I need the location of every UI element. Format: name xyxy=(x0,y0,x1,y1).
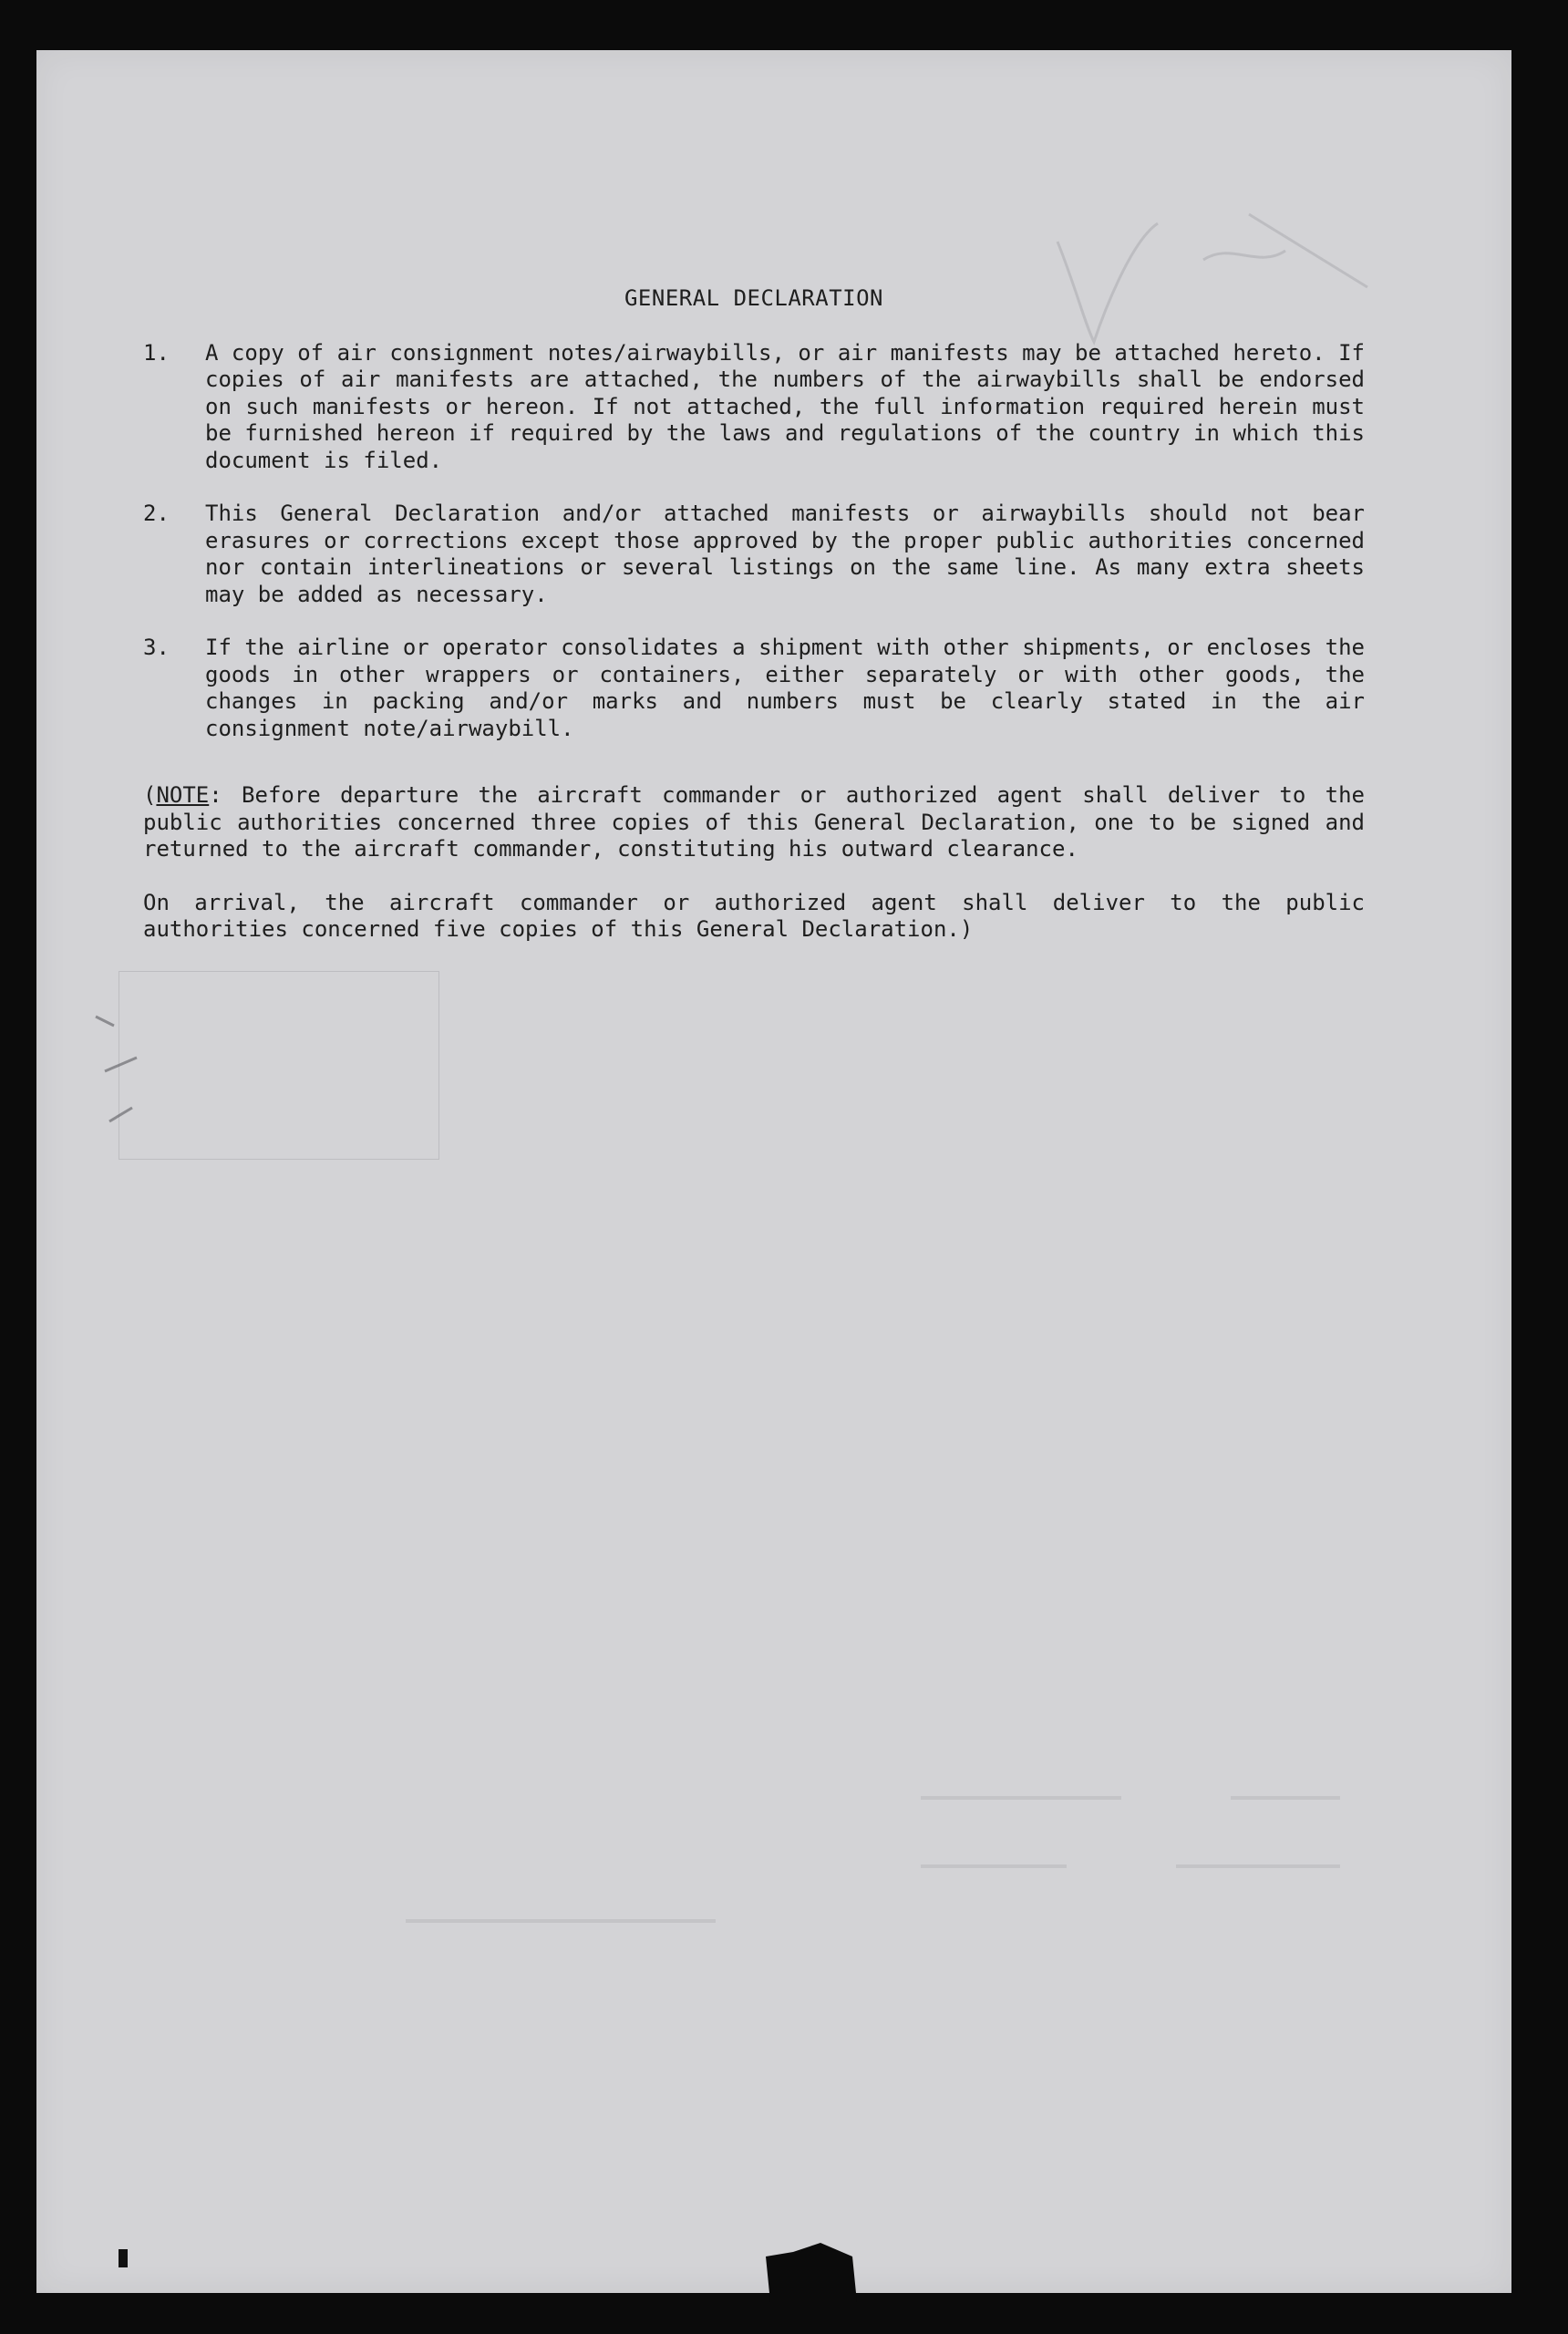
item-text: A copy of air consignment notes/airwaybills, or air manifests may be attached hereto. If copies of air manifests are attached, the numbers of the airwaybills shall be endorsed on such manifests or hereon. If not attached, the full information required herein must be furnished hereon if required by the laws and regulations of the country in which this document is filed. xyxy=(205,339,1365,473)
faint-stamp-box xyxy=(119,971,439,1160)
bleed-through-line-3 xyxy=(884,1855,1340,1883)
item-text: If the airline or operator consolidates a shipment with other shipments, or encloses the goods in other wrappers or containers, either separately or with other goods, the changes in packing and/or marks and numbers must be clearly stated in the air consignment note/airwaybill. xyxy=(205,635,1365,741)
item-number: 1. xyxy=(143,339,170,366)
item-number: 3. xyxy=(143,635,170,660)
bleed-through-text xyxy=(406,1910,716,1937)
document-title: GENERAL DECLARATION xyxy=(624,285,884,311)
bleed-through-line-2 xyxy=(884,1787,1340,1814)
declaration-text-block xyxy=(143,285,1365,944)
note-text: : Before departure the aircraft commander or authorized agent shall deliver to the public authorities concerned three copies of this General Declaration, one to be signed and returned to the aircraft commander, constituting his outward clearance. xyxy=(143,782,1365,862)
item-number: 2. xyxy=(143,501,170,526)
bleed-through-line xyxy=(406,1910,716,1932)
arrival-paragraph: On arrival, the aircraft commander or authorized agent shall deliver to the public authorities concerned five copies of this General Declaration.) xyxy=(143,889,1365,942)
list-item xyxy=(143,635,1365,742)
note-label: NOTE xyxy=(156,782,210,808)
margin-tick-marks xyxy=(87,980,160,1144)
note-open-paren: ( xyxy=(143,782,157,808)
note-paragraph xyxy=(143,782,1365,863)
item-text: This General Declaration and/or attached manifests or airwaybills should not bear erasures or corrections except those approved by the proper public authorities concerned nor contain interlineations or several listings on the same line. As many extra sheets may be added as necessary. xyxy=(205,501,1365,607)
list-item xyxy=(143,501,1365,608)
list-item xyxy=(143,340,1365,475)
